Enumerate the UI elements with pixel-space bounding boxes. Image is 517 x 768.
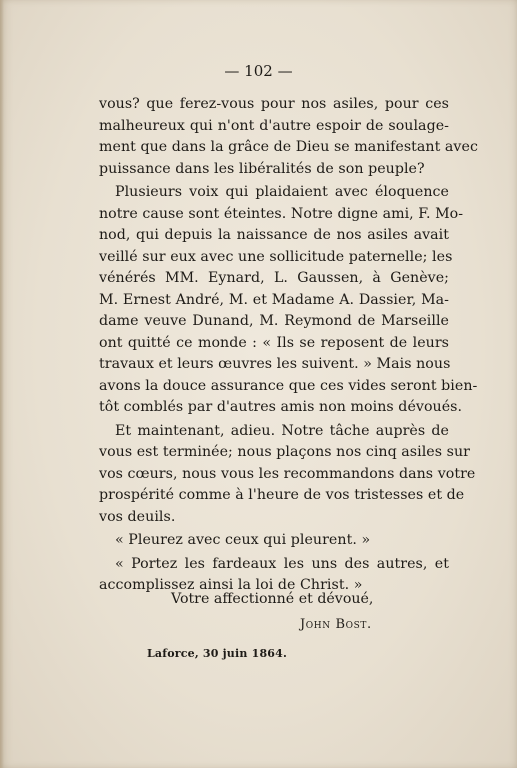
body-text (99, 94, 478, 599)
text-line: vos deuils. (99, 508, 176, 525)
text-line: travaux et leurs œuvres les suivent. » Mais nous (99, 356, 451, 372)
page-binding-edge (0, 0, 4, 768)
text-line: ment que dans la grâce de Dieu se manifestant avec (99, 139, 478, 155)
text-line: prospérité comme à l'heure de vos tristesses et de (99, 487, 465, 503)
page-number: — 102 — (224, 62, 293, 80)
text-line: tôt comblés par d'autres amis non moins dévoués. (99, 399, 463, 415)
text-line: dame veuve Dunand, M. Reymond de Marseille (99, 313, 449, 329)
text-line: veillé sur eux avec une sollicitude paternelle; les (99, 248, 453, 265)
text-line: puissance dans les libéralités de son peuple? (99, 160, 425, 177)
text-line: M. Ernest André, M. et Madame A. Dassier, Ma- (99, 291, 449, 308)
signature: John Bost. (300, 617, 372, 632)
text-line: nod, qui depuis la naissance de nos asiles avait (99, 227, 449, 243)
text-line: vous est terminée; nous plaçons nos cinq asiles sur (99, 444, 470, 460)
text-line: avons la douce assurance que ces vides seront bien- (99, 377, 478, 394)
text-line: ont quitté ce monde : « Ils se reposent de leurs (99, 334, 449, 351)
text-line: malheureux qui n'ont d'autre espoir de soulage- (99, 117, 449, 134)
date-line: Laforce, 30 juin 1864. (147, 647, 288, 660)
text-line: Plusieurs voix qui plaidaient avec éloquence (115, 184, 449, 200)
text-line: vous? que ferez-vous pour nos asiles, pour ces (99, 96, 449, 112)
text-line: vos cœurs, nous vous les recommandons dans votre (99, 465, 476, 482)
quote-line: « Pleurez avec ceux qui pleurent. » (115, 532, 371, 548)
text-line: vénérés MM. Eynard, L. Gaussen, à Genève; (99, 270, 449, 286)
paragraph-2 (99, 182, 478, 419)
text-line: notre cause sont éteintes. Notre digne ami, F. Mo- (99, 205, 464, 222)
paragraph-3 (99, 421, 476, 529)
text-line: Et maintenant, adieu. Notre tâche auprès de (115, 422, 449, 439)
quote-line: accomplissez ainsi la loi de Christ. » (99, 577, 363, 593)
quote-1 (99, 530, 449, 552)
paragraph-1 (99, 94, 478, 180)
closing-salutation: Votre affectionné et dévoué, (171, 591, 374, 607)
quote-line: « Portez les fardeaux les uns des autres, et (115, 555, 449, 572)
